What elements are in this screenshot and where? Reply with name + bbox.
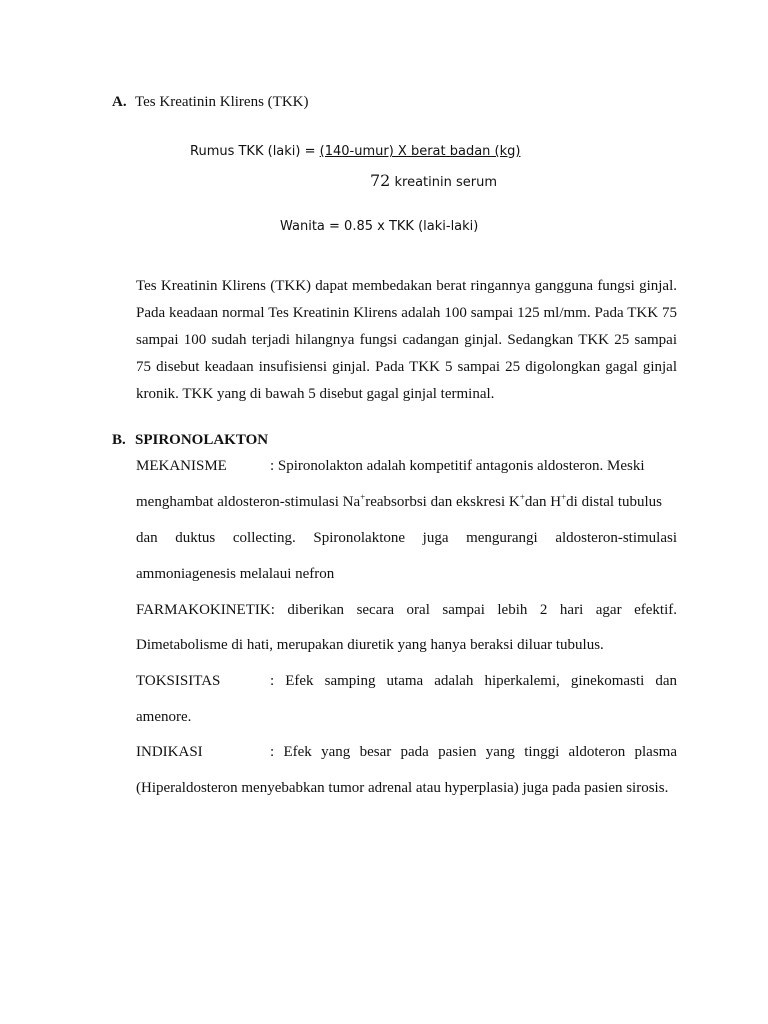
indikasi-term: INDIKASI (136, 744, 203, 760)
mekanisme-line1-text: : Spironolakton adalah kompetitif antagonis aldosteron. Meski (270, 458, 645, 474)
mekanisme-line-4: ammoniagenesis melalaui nefron (136, 566, 335, 582)
mekanisme-line2-b: reabsorbsi dan ekskresi K (365, 494, 520, 510)
mekanisme-term: MEKANISME (136, 458, 227, 474)
section-b-title: SPIRONOLAKTON (135, 432, 269, 448)
toksisitas-line-2: amenore. (136, 709, 192, 725)
farmakokinetik-line-1: FARMAKOKINETIK: diberikan secara oral sampai lebih 2 hari agar efektif. (136, 602, 677, 618)
mekanisme-line-2 (136, 493, 677, 511)
mekanisme-line2-d: di distal tubulus (566, 494, 662, 510)
formula-numerator: (140-umur) X berat badan (kg) (319, 144, 521, 159)
mekanisme-text-1 (270, 457, 677, 475)
mekanisme-line2-c: dan H (524, 494, 562, 510)
sup-na: + (360, 492, 366, 502)
toksisitas-text-1: : Efek samping utama adalah hiperkalemi, ginekomasti dan (270, 673, 677, 689)
sup-h: + (561, 492, 567, 502)
sup-k: + (519, 492, 525, 502)
mekanisme-line-3: dan duktus collecting. Spironolaktone juga mengurangi aldosteron-stimulasi (136, 530, 677, 546)
formula-denominator-text: kreatinin serum (390, 175, 497, 190)
toksisitas-line-1 (136, 672, 677, 690)
section-a-title: Tes Kreatinin Klirens (TKK) (135, 94, 309, 110)
mekanisme-line2-a: menghambat aldosteron-stimulasi Na (136, 494, 361, 510)
indikasi-line-2: (Hiperaldosteron menyebabkan tumor adrenal atau hyperplasia) juga pada pasien sirosis. (136, 780, 669, 796)
section-a-heading (112, 93, 308, 111)
section-b-heading (112, 431, 268, 449)
section-a-letter: A. (112, 94, 127, 110)
indikasi-text-1: : Efek yang besar pada pasien yang tinggi aldoteron plasma (270, 744, 677, 760)
section-a-paragraph: Tes Kreatinin Klirens (TKK) dapat membedakan berat ringannya gangguna fungsi ginjal. Pada keadaan normal Tes Kreatinin Klirens adalah 100 sampai 125 ml/mm. Pada TKK 75 sampai 100 sudah terjadi hilangnya fungsi cadangan ginjal. Sedangkan TKK 25 sampai 75 disebut keadaan insufisiensi ginjal. Pada TKK 5 sampai 25 digolongkan gagal ginjal kronik. TKK yang di bawah 5 disebut gagal ginjal terminal. (136, 278, 677, 402)
formula-prefix: Rumus TKK (laki) = (190, 144, 320, 159)
farmakokinetik-line-2: Dimetabolisme di hati, merupakan diuretik yang hanya beraksi diluar tubulus. (136, 637, 604, 653)
mekanisme-line-1 (136, 457, 677, 475)
wanita-formula: Wanita = 0.85 x TKK (laki-laki) (280, 219, 479, 234)
indikasi-line-1 (136, 743, 677, 761)
tkk-formula-denominator-line (370, 172, 497, 192)
tkk-formula-numerator-line (190, 143, 520, 161)
section-b-letter: B. (112, 432, 126, 448)
toksisitas-term: TOKSISITAS (136, 673, 221, 689)
formula-denominator-number: 72 (370, 171, 391, 190)
